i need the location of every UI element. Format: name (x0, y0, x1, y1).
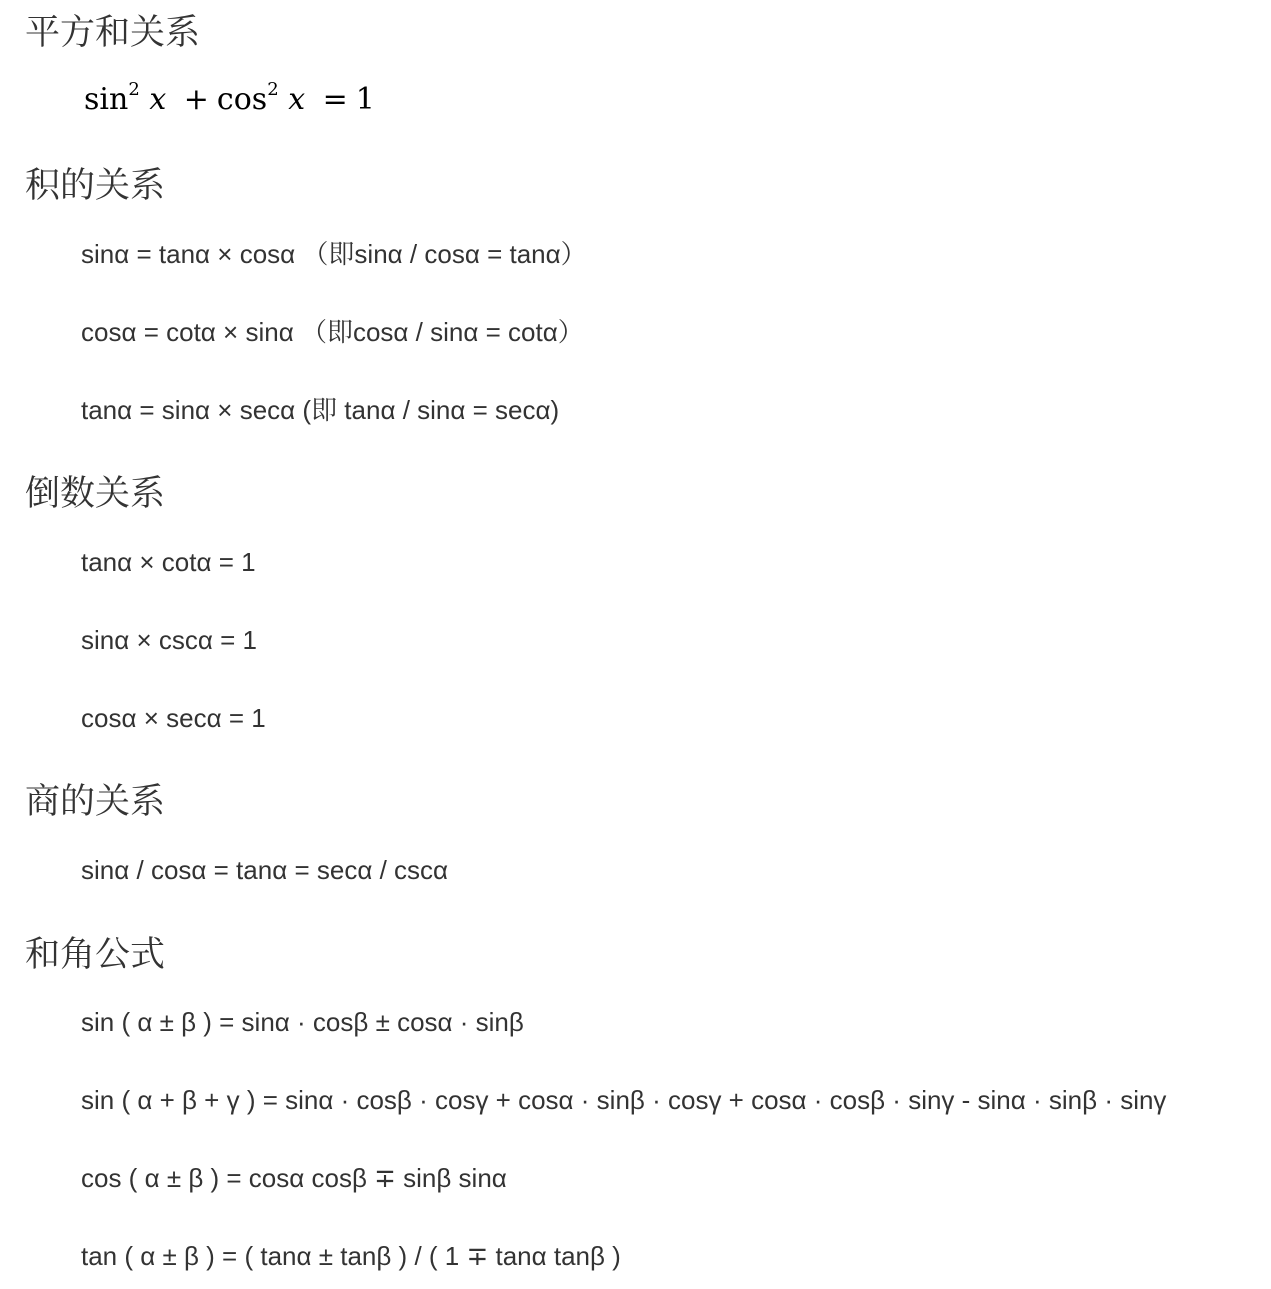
section-heading-square-sum: 平方和关系 (25, 13, 201, 52)
section-heading-quotient: 商的关系 (25, 782, 166, 821)
math-variable: x (149, 82, 167, 117)
formula-line: tanα = sinα × secα (即 tanα / sinα = secα) (81, 395, 560, 425)
section-heading-sum-angle: 和角公式 (25, 935, 166, 974)
pythagorean-identity-formula (84, 80, 375, 120)
section-heading-product: 积的关系 (25, 166, 166, 205)
formula-line: sin ( α + β + γ ) = sinα · cosβ · cosγ + cosα · sinβ · cosγ + cosα · cosβ · sinγ - sinα · sinβ · sinγ (81, 1085, 1167, 1115)
math-sin: sin (84, 82, 129, 117)
formula-line: cosα × secα = 1 (81, 703, 266, 733)
formula-line: sinα × cscα = 1 (81, 625, 258, 655)
math-equals: = (322, 82, 348, 117)
formula-line: sinα / cosα = tanα = secα / cscα (81, 855, 449, 885)
formula-line: cosα = cotα × sinα （即cosα / sinα = cotα） (81, 317, 584, 347)
math-one: 1 (355, 82, 375, 117)
math-variable: x (288, 82, 306, 117)
section-heading-reciprocal: 倒数关系 (25, 474, 166, 513)
math-exponent: 2 (267, 79, 279, 100)
math-cos: cos (216, 82, 268, 117)
formula-line: tanα × cotα = 1 (81, 547, 256, 577)
math-plus: + (183, 82, 209, 117)
formula-line: sin ( α ± β ) = sinα · cosβ ± cosα · sinβ (81, 1007, 524, 1037)
formula-line: sinα = tanα × cosα （即sinα / cosα = tanα） (81, 239, 587, 269)
math-exponent: 2 (128, 79, 140, 100)
formula-line: tan ( α ± β ) = ( tanα ± tanβ ) / ( 1 ∓ tanα tanβ ) (81, 1241, 621, 1271)
formula-line: cos ( α ± β ) = cosα cosβ ∓ sinβ sinα (81, 1163, 507, 1193)
